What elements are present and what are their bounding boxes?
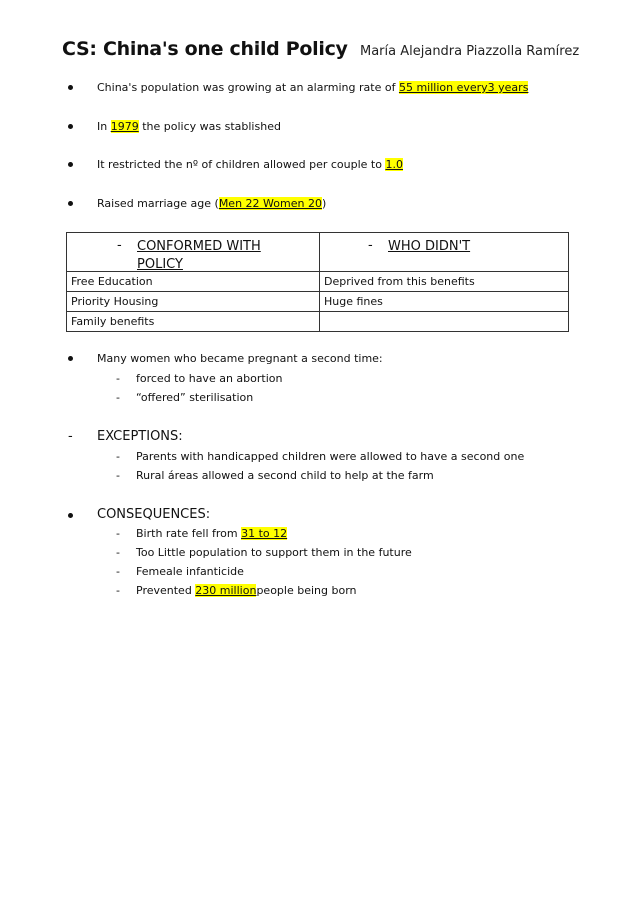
author-name: María Alejandra Piazzolla Ramírez [360, 44, 580, 59]
highlighted-text: 31 to 12 [241, 527, 288, 540]
table-cell: Deprived from this benefits [320, 272, 569, 292]
list-item-text: Parents with handicapped children were allowed to have a second one [136, 450, 525, 463]
section-heading: CONSEQUENCES: [97, 507, 211, 522]
table-cell [320, 312, 569, 332]
section-heading: EXCEPTIONS: [97, 429, 183, 444]
list-item-text: Birth rate fell from [136, 527, 242, 540]
dash-marker: - [117, 238, 122, 253]
highlighted-text: 1.0 [385, 158, 403, 171]
list-item-text: Femeale infanticide [136, 565, 244, 578]
table-row [67, 272, 569, 292]
bullet-text: It restricted the nº of children allowed per couple to [97, 158, 386, 171]
bullet-text: the policy was stablished [138, 120, 281, 133]
bullet-dot-icon [68, 124, 73, 129]
table-cell: Priority Housing [67, 292, 320, 312]
list-item-text: “offered” sterilisation [136, 391, 254, 404]
bullet-text: Many women who became pregnant a second time: [97, 352, 383, 365]
highlighted-text: 1979 [110, 120, 139, 133]
table-cell: Huge fines [320, 292, 569, 312]
bullet-text: China's population was growing at an alarming rate of [97, 81, 399, 94]
list-item-text: Prevented [136, 584, 196, 597]
column-header-didnt: WHO DIDN'T [388, 239, 471, 254]
policy-table [66, 232, 569, 332]
table-cell: Free Education [67, 272, 320, 292]
table-cell: Family benefits [67, 312, 320, 332]
bullet-text: ) [321, 197, 327, 210]
document-title: CS: China's one child Policy [62, 38, 348, 60]
bullet-dot-icon [68, 201, 73, 206]
list-item-text: forced to have an abortion [136, 372, 283, 385]
bullet-dot-icon [68, 513, 73, 518]
table-row [67, 292, 569, 312]
list-item-text: people being born [256, 584, 357, 597]
dash-marker: - [368, 238, 373, 253]
table-header-row [67, 233, 569, 272]
bullet-dot-icon [68, 356, 73, 361]
highlighted-text: 230 million [195, 584, 257, 597]
table-row [67, 312, 569, 332]
bullet-text: Raised marriage age ( [97, 197, 219, 210]
column-header-conformed: CONFORMED WITH POLICY [137, 239, 261, 272]
bullet-dot-icon [68, 85, 73, 90]
list-item-text: Rural áreas allowed a second child to help at the farm [136, 469, 434, 482]
bullet-text: In [97, 120, 111, 133]
list-item-text: Too Little population to support them in the future [136, 546, 412, 559]
highlighted-text: Men 22 Women 20 [218, 197, 322, 210]
highlighted-text: 55 million every3 years [398, 81, 529, 94]
bullet-dot-icon [68, 162, 73, 167]
